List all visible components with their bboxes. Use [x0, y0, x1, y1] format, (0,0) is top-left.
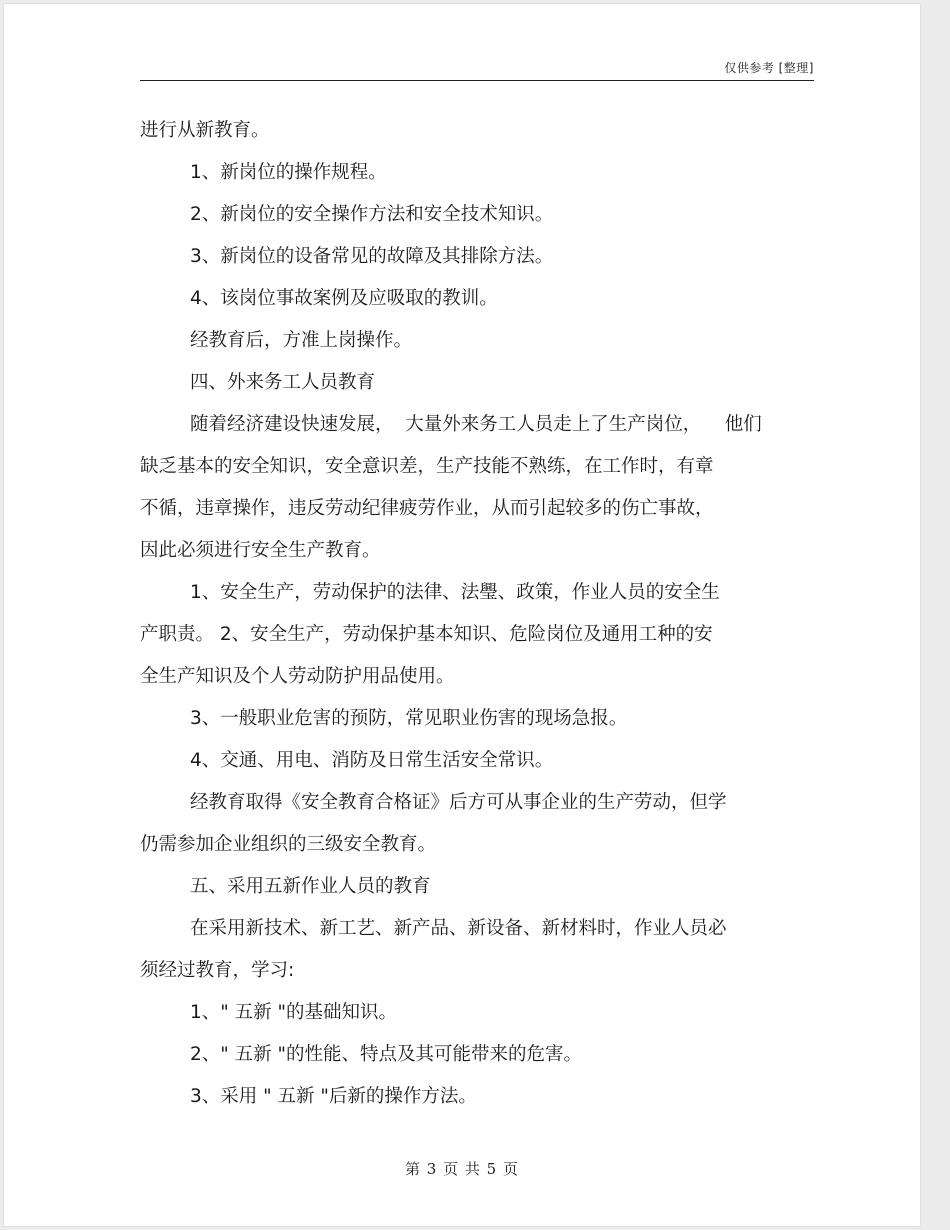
paragraph-line: 经教育取得《安全教育合格证》后方可从事企业的生产劳动，但学 — [190, 792, 727, 813]
paragraph-line: 4、交通、用电、消防及日常生活安全常识。 — [190, 750, 554, 771]
paragraph-line: 在采用新技术、新工艺、新产品、新设备、新材料时，作业人员必 — [190, 918, 727, 939]
document-body — [140, 110, 820, 1118]
paragraph-line: 4、该岗位事故案例及应吸取的教训。 — [190, 288, 498, 309]
page-header — [140, 56, 814, 81]
paragraph-line: 1、安全生产，劳动保护的法律、法璺、政策，作业人员的安全生 — [190, 582, 720, 603]
paragraph-line: 仍需参加企业组织的三级安全教育。 — [140, 834, 437, 855]
paragraph-line: 缺乏基本的安全知识，安全意识差，生产技能不熟练，在工作时，有章 — [140, 456, 714, 477]
paragraph-line: 1、新岗位的操作规程。 — [190, 162, 387, 183]
paragraph-line: 进行从新教育。 — [140, 120, 270, 141]
paragraph-line: 经教育后，方准上岗操作。 — [190, 330, 413, 351]
paragraph-line: 不循，违章操作，违反劳动纪律疲劳作业，从而引起较多的伤亡事故， — [140, 498, 714, 519]
paragraph-line: 四、外来务工人员教育 — [190, 372, 376, 393]
paragraph-line: 全生产知识及个人劳动防护用品使用。 — [140, 666, 455, 687]
paragraph-line: 2、" 五新 "的性能、特点及其可能带来的危害。 — [190, 1044, 583, 1065]
page-footer: 第 3 页 共 5 页 — [405, 1160, 519, 1178]
paragraph-line: 3、一般职业危害的预防，常见职业伤害的现场急报。 — [190, 708, 628, 729]
header-note: 仅供参考 [整理] — [724, 61, 814, 75]
paragraph-line: 产职责。 2、安全生产，劳动保护基本知识、危险岗位及通用工种的安 — [140, 624, 713, 645]
paragraph-line: 3、采用 " 五新 "后新的操作方法。 — [190, 1086, 477, 1107]
paragraph-line: 须经过教育，学习: — [140, 960, 295, 981]
paragraph-line: 3、新岗位的设备常见的故障及其排除方法。 — [190, 246, 554, 267]
document-page — [4, 4, 920, 1226]
paragraph-line: 随着经济建设快速发展， 大量外来务工人员走上了生产岗位， 他们 — [190, 414, 762, 435]
paragraph-line: 1、" 五新 "的基础知识。 — [190, 1002, 398, 1023]
paragraph-line: 因此必须进行安全生产教育。 — [140, 540, 381, 561]
paragraph-line: 五、采用五新作业人员的教育 — [190, 876, 431, 897]
paragraph-line: 2、新岗位的安全操作方法和安全技术知识。 — [190, 204, 554, 225]
